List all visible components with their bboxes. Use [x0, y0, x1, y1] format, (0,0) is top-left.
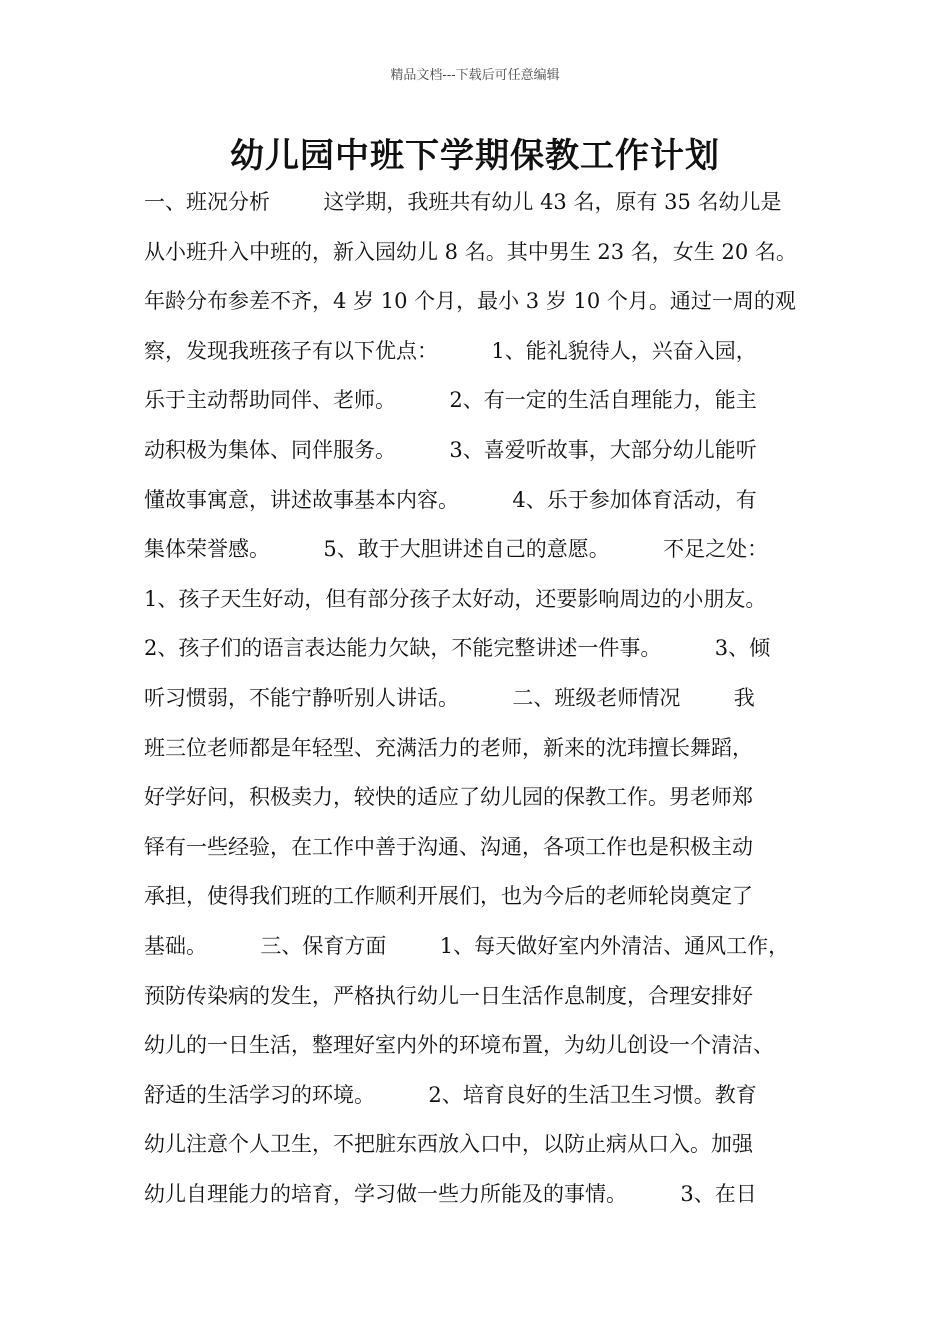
text-line: 懂故事寓意，讲述故事基本内容。 4、乐于参加体育活动，有: [144, 487, 757, 512]
text-line: 从小班升入中班的，新入园幼儿 8 名。其中男生 23 名，女生 20 名。: [144, 239, 797, 264]
body-text: [144, 178, 844, 1219]
text-line: 年龄分布参差不齐，4 岁 10 个月，最小 3 岁 10 个月。通过一周的观: [144, 289, 796, 314]
text-line: 基础。 三、保育方面 1、每天做好室内外清洁、通风工作，: [144, 933, 790, 958]
text-line: 集体荣誉感。 5、敢于大胆讲述自己的意愿。 不足之处：: [144, 537, 769, 562]
text-line: 幼儿自理能力的培育，学习做一些力所能及的事情。 3、在日: [144, 1181, 757, 1206]
text-line: 察，发现我班孩子有以下优点： 1、能礼貌待人，兴奋入园，: [144, 338, 757, 363]
text-line: 预防传染病的发生，严格执行幼儿一日生活作息制度，合理安排好: [144, 983, 753, 1008]
text-line: 班三位老师都是年轻型、充满活力的老师，新来的沈玮擅长舞蹈，: [144, 735, 753, 760]
text-line: 承担，使得我们班的工作顺利开展们，也为今后的老师轮岗奠定了: [144, 884, 753, 909]
text-line: 乐于主动帮助同伴、老师。 2、有一定的生活自理能力，能主: [144, 388, 757, 413]
header-note: 精品文档---下载后可任意编辑: [390, 68, 560, 83]
text-line: 一、班况分析 这学期，我班共有幼儿 43 名，原有 35 名幼儿是: [144, 190, 782, 214]
page-title: 幼儿园中班下学期保教工作计划: [230, 136, 720, 176]
text-line: 幼儿的一日生活，整理好室内外的环境布置，为幼儿创设一个清洁、: [144, 1033, 774, 1058]
text-line: 1、孩子天生好动，但有部分孩子太好动，还要影响周边的小朋友。: [144, 586, 767, 611]
text-line: 听习惯弱，不能宁静听别人讲话。 二、班级老师情况 我: [144, 685, 755, 710]
text-line: 好学好问，积极卖力，较快的适应了幼儿园的保教工作。男老师郑: [144, 785, 753, 810]
text-line: 幼儿注意个人卫生，不把脏东西放入口中，以防止病从口入。加强: [144, 1132, 753, 1157]
text-line: 动积极为集体、同伴服务。 3、喜爱听故事，大部分幼儿能听: [144, 437, 757, 462]
text-line: 2、孩子们的语言表达能力欠缺，不能完整讲述一件事。 3、倾: [144, 636, 771, 661]
text-line: 铎有一些经验，在工作中善于沟通、沟通，各项工作也是积极主动: [144, 834, 753, 859]
text-line: 舒适的生活学习的环境。 2、培育良好的生活卫生习惯。教育: [144, 1082, 757, 1107]
